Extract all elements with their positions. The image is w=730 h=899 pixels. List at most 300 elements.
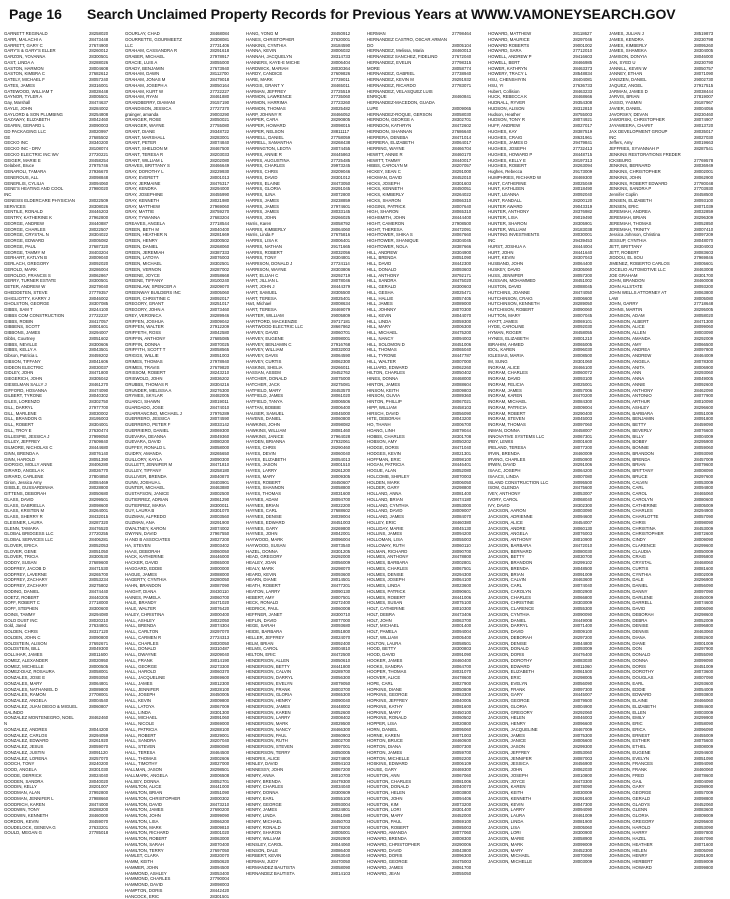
owner-name: HOPE, CARL: [367, 681, 451, 687]
property-id: 28093680: [330, 623, 366, 629]
owner-name: JOHNSON, ANITA: [609, 365, 693, 371]
owner-name: JOHNSON, CRYSTAL: [609, 560, 693, 566]
property-id: 28301700: [693, 273, 729, 279]
owner-name: HUNTER, ANTHONY: [488, 209, 572, 215]
property-id: 28008090: [693, 468, 729, 474]
owner-name: GONZALEZ, CARLOS: [4, 733, 88, 739]
owner-name: HALL, ASHLEY: [125, 618, 209, 624]
owner-name: Harris, Karen: [246, 221, 330, 227]
owner-name: HUTCHINS, JOANNE: [488, 290, 572, 296]
owner-name: JOHN WELLS ATTORNEY AT: [609, 290, 693, 296]
property-id: 28053060: [572, 750, 608, 756]
property-id: 29043319: [572, 204, 608, 210]
owner-name: HUNT, KATHLEEN: [488, 186, 572, 192]
owner-name: JEREMIAH, TRINITY: [609, 227, 693, 233]
owner-name: HERRERA, DENEBA: [367, 135, 451, 141]
property-id: 28289700: [330, 669, 366, 675]
owner-name: GARY'S & GARY'S ELLER: [4, 48, 88, 54]
property-id: 28000505: [88, 664, 124, 670]
owner-name: IRBY, LEWIS: [488, 439, 572, 445]
owner-name: JACKSON, CARL: [488, 583, 572, 589]
property-id: 28290460: [330, 445, 366, 451]
owner-name: HUNTING INVESTMENTS: [488, 232, 572, 238]
property-id: 28459070: [88, 819, 124, 825]
owner-name: HORTON, BRUCE: [367, 738, 451, 744]
property-id: 28300603: [451, 284, 487, 290]
property-id: 28033145: [330, 209, 366, 215]
owner-name: HARVEY, DAVIS: [246, 353, 330, 359]
owner-name: GARRETT, GARY C: [4, 43, 88, 49]
owner-name: INC: [488, 238, 572, 244]
owner-name: GIBBS COM CONSTRUCTION: [4, 313, 88, 319]
owner-name: HARMAN, JEFFREY: [246, 89, 330, 95]
property-id: 28058090: [330, 865, 366, 871]
owner-name: GUERRERO, PETER F: [125, 422, 209, 428]
property-id: 27758059: [330, 135, 366, 141]
property-id: 28007410: [693, 227, 729, 233]
property-id: 28062867: [88, 273, 124, 279]
owner-name: HARRIS, CHARLES: [246, 163, 330, 169]
property-id: 28081400: [451, 491, 487, 497]
owner-name: HOGAN, PATRICIA: [367, 462, 451, 468]
owner-name: JOHNSON, ANDREA: [609, 347, 693, 353]
property-id: 28269800: [330, 526, 366, 532]
property-id: 27738940: [451, 71, 487, 77]
property-id: 28478800: [451, 554, 487, 560]
property-id: 28091120: [88, 750, 124, 756]
owner-name: HENDERSON, DARRYL: [246, 675, 330, 681]
property-id: 28075300: [572, 733, 608, 739]
owner-name: GUFFEY, RONALD L: [125, 445, 209, 451]
property-id: 28207040: [209, 738, 245, 744]
property-id: 28062900: [693, 175, 729, 181]
property-id: 28086400: [330, 848, 366, 854]
property-id: 28302300: [572, 503, 608, 509]
owner-name: HERNANDEZ BAUTISTA: [246, 871, 330, 877]
owner-name: HUNT, RANDALL: [488, 198, 572, 204]
owner-name: HARMON, THOMAS: [246, 106, 330, 112]
owner-name: JOHNSON, EVELYN: [609, 756, 693, 762]
owner-name: GONZALEZ, ANDRES: [4, 727, 88, 733]
owner-name: GRIMES, TRAVIS: [125, 365, 209, 371]
owner-name: JACKSON, BERNARD: [488, 549, 572, 555]
property-id: 28240200: [88, 761, 124, 767]
owner-name: GONZALES, NATHANIEL D: [4, 687, 88, 693]
owner-name: HOWARD, JEAN: [367, 871, 451, 877]
property-id: 28472500: [330, 652, 366, 658]
owner-name: HOOD, BETTY: [367, 646, 451, 652]
owner-name: JACKSON, LORI: [488, 830, 572, 836]
owner-name: HAMILTON, JOHN: [125, 813, 209, 819]
property-id: 28099090: [209, 813, 245, 819]
owner-name: GUARDADO, JOSE: [125, 405, 209, 411]
property-id: 28284002: [88, 106, 124, 112]
owner-name: HARRIS, CHRIS: [246, 169, 330, 175]
owner-name: JOHNSON, EARL: [609, 681, 693, 687]
property-id: 28006508: [209, 773, 245, 779]
owner-name: HOWARD ROBERTS: [488, 43, 572, 49]
owner-name: HOLT, WILLIAM: [367, 635, 451, 641]
property-id: 28301205: [330, 549, 366, 555]
owner-name: GILL, BRANDON G: [4, 416, 88, 422]
property-id: 28003800: [451, 790, 487, 796]
property-id: 28071003: [451, 733, 487, 739]
owner-name: HOLT, JOHN: [367, 618, 451, 624]
property-id: 28064017: [451, 140, 487, 146]
owner-name: Gibson, Patricia L: [4, 353, 88, 359]
owner-name: HUTCHINSON, CRAIG: [488, 296, 572, 302]
property-id: 27723260: [330, 100, 366, 106]
property-id: 28430110: [209, 589, 245, 595]
property-id: 28059060: [693, 445, 729, 451]
owner-name: JAVIER, DANIEL: [609, 106, 693, 112]
property-id: 28002700: [330, 738, 366, 744]
owner-name: GAZAWAY, ELIZABETH: [4, 117, 88, 123]
property-id: 28064200: [572, 468, 608, 474]
property-id: 28471040: [451, 445, 487, 451]
property-id: 28444680: [88, 445, 124, 451]
property-id: 28468666: [572, 94, 608, 100]
property-id: 27609826: [330, 71, 366, 77]
property-id: 28475200: [451, 330, 487, 336]
property-id: 28292000: [330, 554, 366, 560]
owner-name: JAQUEZ, ANGEL: [609, 83, 693, 89]
owner-name: HEATON, LARRY: [246, 589, 330, 595]
owner-name: HANNERS, KAYE-E MICHE: [246, 60, 330, 66]
property-id: 28292900: [330, 836, 366, 842]
property-id: 28076003: [572, 531, 608, 537]
owner-name: JOHNSON, DONALD: [609, 652, 693, 658]
property-id: 28007300: [451, 744, 487, 750]
owner-name: GEORGE, CRYSTAL N: [4, 232, 88, 238]
property-id: 28458007: [572, 428, 608, 434]
property-id: 28261200: [330, 468, 366, 474]
property-id: 28069101: [572, 319, 608, 325]
property-id: 27819007: [693, 94, 729, 100]
owner-name: IRVING, CHARLES: [488, 457, 572, 463]
property-id: 28055050: [451, 871, 487, 877]
owner-name: HALL, KEVIN: [125, 698, 209, 704]
property-id: 28006300: [451, 324, 487, 330]
owner-name: HART, ELIJAH C: [246, 273, 330, 279]
owner-name: HARRIS, NATHAN: [246, 244, 330, 250]
property-id: 28078200: [330, 825, 366, 831]
owner-name: JOHNSON, ESTHER: [609, 738, 693, 744]
owner-name: HARRIS, DAVID: [246, 175, 330, 181]
owner-name: GIBBS, ROBIN: [4, 319, 88, 325]
property-id: 28298600: [693, 612, 729, 618]
property-id: 28001601: [88, 324, 124, 330]
property-id: 28448715: [572, 152, 608, 158]
property-id: 28288026: [88, 60, 124, 66]
property-id: 28072600: [693, 531, 729, 537]
owner-name: GREEN, VERNON: [125, 267, 209, 273]
owner-name: JETT, ROBERT: [609, 250, 693, 256]
owner-name: HOLMES, PATRICK: [367, 589, 451, 595]
property-id: 27732413: [572, 146, 608, 152]
property-id: 28302701: [451, 117, 487, 123]
property-id: 28027030: [693, 135, 729, 141]
property-id: 27687320: [88, 244, 124, 250]
property-id: 27975746: [88, 163, 124, 169]
property-id: 28305901: [572, 221, 608, 227]
owner-name: GIBBENS, SCOTT: [4, 324, 88, 330]
owner-name: GRACIE, LUIS A: [125, 60, 209, 66]
owner-name: JOHNSON, DIANE: [609, 641, 693, 647]
property-id: 28403901: [209, 480, 245, 486]
property-id: 28301030: [88, 767, 124, 773]
owner-name: HILL, JAMES: [367, 301, 451, 307]
property-id: 28298005: [572, 675, 608, 681]
property-id: 28024801: [330, 807, 366, 813]
owner-name: HALL, JACQUELINE: [125, 675, 209, 681]
property-id: 28304900: [451, 250, 487, 256]
property-id: 28475003: [451, 859, 487, 865]
property-id: 28811117: [330, 129, 366, 135]
owner-name: JARVIS, BRIAN: [609, 94, 693, 100]
property-id: 28092400: [330, 641, 366, 647]
property-id: 28009090: [693, 537, 729, 543]
owner-name: HOLLOWAY, RUTH: [367, 543, 451, 549]
property-id: 28292009: [693, 336, 729, 342]
owner-name: HAMPTON, DORIS: [125, 888, 209, 894]
owner-name: GONZALEZ, ANGELA: [4, 698, 88, 704]
property-id: 28474000: [88, 802, 124, 808]
owner-name: HALL, GEORGE: [125, 664, 209, 670]
property-id: 28002500: [209, 491, 245, 497]
property-id: 28254808: [88, 112, 124, 118]
owner-name: HSU, CHENSHIYIN: [488, 77, 572, 83]
property-id: 28056009: [330, 560, 366, 566]
owner-name: GE: [4, 135, 88, 141]
owner-name: JOHNSON, ERICA: [609, 727, 693, 733]
property-id: 28052850: [693, 221, 729, 227]
property-id: 28264022: [451, 192, 487, 198]
owner-name: HICKS, KIMBERLY: [367, 192, 451, 198]
owner-name: JAYAWEERA, CHARIT: [609, 123, 693, 129]
owner-name: GREER, CHRISTINE C: [125, 296, 209, 302]
property-id: 28006600: [572, 296, 608, 302]
owner-name: GREEN, HENRY: [125, 238, 209, 244]
owner-name: JOHNSON, DEBORAH: [609, 612, 693, 618]
property-id: 27739011: [330, 77, 366, 83]
owner-name: HEARD, KEVIN: [246, 572, 330, 578]
owner-name: HARRIS, AUGUSTINA: [246, 158, 330, 164]
owner-name: JOHNSON, HAROLD: [609, 825, 693, 831]
owner-name: HIBBS, CAROLYN M: [367, 163, 451, 169]
property-id: 28001600: [572, 439, 608, 445]
listing-columns: [4, 31, 728, 859]
property-id: 28290400: [572, 411, 608, 417]
property-id: 28095500: [572, 480, 608, 486]
property-id: 28054013: [330, 457, 366, 463]
property-id: 28478600: [451, 675, 487, 681]
owner-name: Gay, Marshall: [4, 100, 88, 106]
owner-name: HERNANDEZ SANCHEZ, FIDELIND: [367, 54, 451, 60]
property-id: 28458254: [88, 158, 124, 164]
property-id: 27634801: [88, 623, 124, 629]
property-id: 28075600: [693, 738, 729, 744]
property-id: 28030364: [330, 66, 366, 72]
owner-name: HORTON, JAMES: [367, 750, 451, 756]
owner-name: JOHNSON, ARTHUR: [609, 399, 693, 405]
owner-name: GERRY, TURNER ESTATE: [4, 278, 88, 284]
property-id: 28294000: [209, 186, 245, 192]
owner-name: HALL, DWAYNE: [125, 652, 209, 658]
owner-name: HILL, BRENDA: [367, 255, 451, 261]
property-id: 28005001: [330, 830, 366, 836]
owner-name: GRAY, KENNETH: [125, 198, 209, 204]
property-id: 27755080: [209, 123, 245, 129]
owner-name: HENRY, EARL: [246, 796, 330, 802]
owner-name: GOODIN, KELLY: [4, 784, 88, 790]
property-id: 27969060: [209, 204, 245, 210]
owner-name: GODING, DANIEL: [4, 589, 88, 595]
property-id: 27685502: [88, 135, 124, 141]
owner-name: HENDERSON, MARK: [246, 721, 330, 727]
owner-name: HALL, FRANK: [125, 658, 209, 664]
property-id: 28036949: [693, 163, 729, 169]
owner-name: HAYES, DEVIN: [246, 451, 330, 457]
property-id: 28024070: [330, 635, 366, 641]
property-id: 28459202: [88, 353, 124, 359]
owner-name: JOHNSON, BONNIE: [609, 445, 693, 451]
owner-name: JOHNSON, ELAINE: [609, 698, 693, 704]
property-id: 28024040: [88, 773, 124, 779]
owner-name: GUZMAN, ANA: [125, 520, 209, 526]
owner-name: HILL, HALLIE: [367, 296, 451, 302]
owner-name: GUSTAFSON, JANICE: [125, 491, 209, 497]
owner-name: JACKSON, DENISE: [488, 641, 572, 647]
property-id: 28003090: [572, 508, 608, 514]
owner-name: Hart, Michael: [246, 301, 330, 307]
property-id: 28274800: [330, 756, 366, 762]
property-id: 28051090: [451, 255, 487, 261]
owner-name: HEBERT, AMY: [246, 595, 330, 601]
owner-name: JOHNSON, HAZEL: [609, 836, 693, 842]
property-id: 28075000: [330, 376, 366, 382]
property-id: 28059070: [88, 744, 124, 750]
property-id: 28301708: [451, 434, 487, 440]
property-id: 28304045: [451, 238, 487, 244]
property-id: 27790004: [209, 876, 245, 882]
owner-name: GRAY, JOSEPHINE: [125, 192, 209, 198]
property-id: 28002900: [572, 589, 608, 595]
property-id: 28471530: [88, 566, 124, 572]
property-id: 28060040: [330, 451, 366, 457]
property-id: 28032056: [330, 250, 366, 256]
property-id: 28459090: [693, 422, 729, 428]
owner-name: JACKSON, LARRY: [488, 807, 572, 813]
owner-name: GRUBBS, THOMAS R: [125, 382, 209, 388]
property-id: 28474050: [572, 290, 608, 296]
owner-name: HILL, ANTHONY: [367, 273, 451, 279]
property-id: 28007090: [693, 675, 729, 681]
property-id: 28308081: [209, 37, 245, 43]
owner-name: HARE, MARK: [246, 77, 330, 83]
property-id: 28470050: [330, 859, 366, 865]
property-id: 28025471: [451, 290, 487, 296]
property-id: 28292060: [572, 710, 608, 716]
owner-name: GUEVARA, DEANNA: [125, 434, 209, 440]
owner-name: GECKO INC - DRV: [4, 146, 88, 152]
property-id: 28452010: [451, 175, 487, 181]
property-id: 28287320: [88, 520, 124, 526]
owner-name: HENRY, ANNA: [246, 773, 330, 779]
property-id: 28473406: [451, 612, 487, 618]
owner-name: JOHNSON, DENNIS: [609, 629, 693, 635]
owner-name: GREGORY, GRANT: [125, 301, 209, 307]
owner-name: HAYES, LARRY: [246, 468, 330, 474]
owner-name: JOHNSON, BILLY: [609, 434, 693, 440]
property-id: 28458500: [693, 192, 729, 198]
property-id: 28184590: [330, 43, 366, 49]
owner-name: HAMILTON, ROBERT: [125, 836, 209, 842]
property-id: 28468060: [693, 560, 729, 566]
property-id: 28295005: [693, 307, 729, 313]
property-id: 28011060: [572, 664, 608, 670]
owner-name: JOHNSON, CHARLES: [609, 508, 693, 514]
owner-name: GRUNDER, MELISSA A: [125, 388, 209, 394]
property-id: 28257070: [88, 756, 124, 762]
owner-name: GENEROUS, ALL: [4, 175, 88, 181]
property-id: 28020950: [88, 658, 124, 664]
property-id: 28050009: [693, 549, 729, 555]
property-id: 28464500: [209, 750, 245, 756]
owner-name: HILL, KEVIN: [367, 313, 451, 319]
property-id: 27978940: [209, 359, 245, 365]
property-id: 28466060: [693, 698, 729, 704]
property-id: 28303806: [330, 267, 366, 273]
property-id: 28281669: [209, 232, 245, 238]
owner-name: JEREMIAH, THOMAS: [609, 221, 693, 227]
owner-name: JOHNSON, DIANA: [609, 635, 693, 641]
property-id: 27718648: [693, 301, 729, 307]
property-id: 28093050: [88, 675, 124, 681]
owner-name: HAGUE, JAMES: [125, 572, 209, 578]
property-id: 28060072: [572, 370, 608, 376]
property-id: 28018490: [572, 186, 608, 192]
owner-name: JOHNSON, ERNEST: [609, 733, 693, 739]
owner-name: ISAAC, JOSEPH: [488, 468, 572, 474]
property-id: 28296900: [693, 577, 729, 583]
property-id: 27967550: [209, 531, 245, 537]
owner-name: GOURLAY, CHAD: [125, 31, 209, 37]
property-id: 28230798: [693, 37, 729, 43]
owner-name: JENKINS, BERNARD: [609, 163, 693, 169]
property-id: 28077200: [572, 445, 608, 451]
property-id: 28268438: [330, 140, 366, 146]
owner-name: GREY, VERONICA: [125, 313, 209, 319]
property-id: 28050900: [572, 457, 608, 463]
owner-name: HALL, TIMOTHY: [125, 761, 209, 767]
owner-name: HUCK, REBECCA K: [488, 94, 572, 100]
owner-name: GILLEY, JEFFREY: [4, 439, 88, 445]
owner-name: SERVICES: [4, 204, 88, 210]
property-id: 28441006: [451, 595, 487, 601]
property-id: 28041606: [88, 359, 124, 365]
owner-name: JOHNSON, DON: [609, 646, 693, 652]
owner-name: GOODMAN, JENNIFER L: [4, 796, 88, 802]
property-id: 28070400: [209, 842, 245, 848]
owner-name: DO: [367, 43, 451, 49]
owner-name: HECK, RONALD: [246, 600, 330, 606]
owner-name: HARRIS, LISA K: [246, 238, 330, 244]
property-id: 27689600: [88, 560, 124, 566]
owner-name: JETT, BRITTANY: [609, 244, 693, 250]
property-id: 27916768: [330, 342, 366, 348]
owner-name: HOPKINS, DIANE: [367, 687, 451, 693]
